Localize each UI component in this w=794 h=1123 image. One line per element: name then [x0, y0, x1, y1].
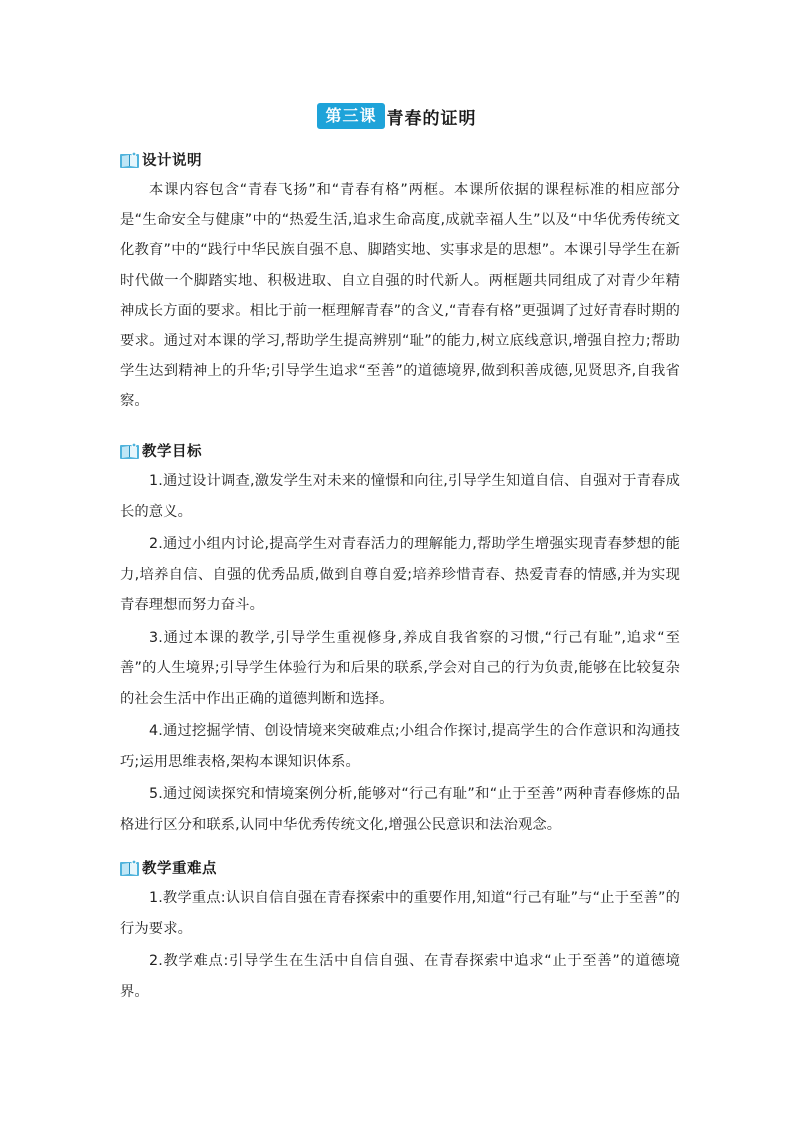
paragraph: 4.通过挖掘学情、创设情境来突破难点;小组合作探讨,提高学生的合作意识和沟通技巧;运用思维表格,架构本课知识体系。 — [120, 723, 680, 770]
paragraph: 2.教学难点:引导学生在生活中自信自强、在青春探索中追求“止于至善”的道德境界。 — [120, 953, 680, 1000]
section-heading — [120, 149, 680, 169]
paragraph: 5.通过阅读探究和情境案例分析,能够对“行己有耻”和“止于至善”两种青春修炼的品格进行区分和联系,认同中华优秀传统文化,增强公民意识和法治观念。 — [120, 786, 680, 833]
lesson-title: 青春的证明 — [386, 108, 477, 129]
section-design-notes — [120, 149, 680, 417]
paragraph: 1.通过设计调查,激发学生对未来的憧憬和向往,引导学生知道自信、自强对于青春成长的意义。 — [120, 473, 680, 520]
book-icon — [120, 151, 139, 168]
section-key-difficulties — [120, 857, 680, 1007]
paragraph: 本课内容包含“青春飞扬”和“青春有格”两框。本课所依据的课程标准的相应部分是“生命安全与健康”中的“热爱生活,追求生命高度,成就幸福人生”以及“中华优秀传统文化教育”中的“践行中华民族自强不息、脚踏实地、实事求是的思想”。本课引导学生在新时代做一个脚踏实地、积极进取、自立自强的时代新人。两框题共同组成了对青少年精神成长方面的要求。相比于前一框理解青春”的含义,“青春有格”更强调了过好青春时期的要求。通过对本课的学习,帮助学生提高辨别“耻”的能力,树立底线意识,增强自控力;帮助学生达到精神上的升华;引导学生追求“至善”的道德境界,做到积善成德,见贤思齐,自我省察。 — [120, 182, 680, 410]
paragraph: 3.通过本课的教学,引导学生重视修身,养成自我省察的习惯,“行己有耻”,追求“至善”的人生境界;引导学生体验行为和后果的联系,学会对自己的行为负责,能够在比较复杂的社会生活中作出正确的道德判断和选择。 — [120, 629, 680, 707]
paragraph: 1.教学重点:认识自信自强在青春探索中的重要作用,知道“行己有耻”与“止于至善”的行为要求。 — [120, 890, 680, 937]
lesson-number-badge: 第三课 — [317, 103, 384, 129]
section-title: 教学目标 — [142, 443, 202, 460]
book-icon — [120, 859, 139, 876]
section-title: 教学重难点 — [142, 860, 217, 877]
paragraph: 2.通过小组内讨论,提高学生对青春活力的理解能力,帮助学生增强实现青春梦想的能力,培养自信、自强的优秀品质,做到自尊自爱;培养珍惜青春、热爱青春的情感,并为实现青春理想而努力奋斗。 — [120, 536, 680, 613]
section-heading — [120, 857, 680, 877]
lesson-header — [0, 102, 794, 130]
section-teaching-goals — [120, 440, 680, 840]
section-title: 设计说明 — [142, 152, 202, 169]
book-icon — [120, 442, 139, 459]
section-heading — [120, 440, 680, 460]
